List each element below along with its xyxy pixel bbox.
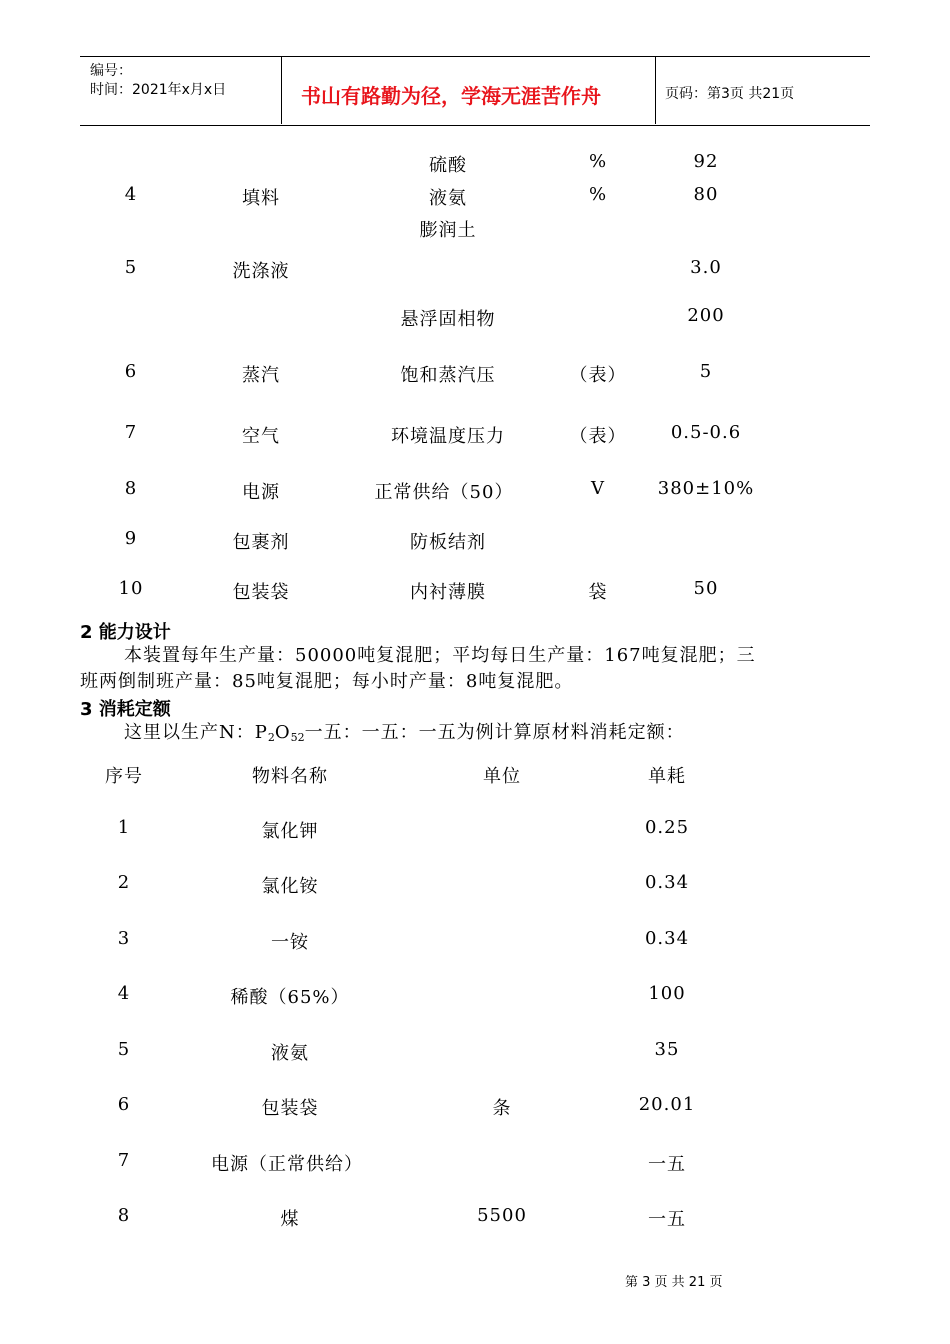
table-cell-unit: 5500 [477,1205,527,1226]
column-header-unit: 单位 [483,766,521,787]
header-divider [281,56,282,124]
table-cell-unit: % [588,151,608,172]
table-cell-name: 洗涤液 [232,261,290,282]
table-cell-unit: V [591,478,605,499]
table-cell-item: 膨润土 [419,220,477,241]
table-cell-unit: 袋 [588,582,608,603]
header-divider [655,56,656,124]
table-cell-name: 填料 [242,188,280,209]
table-cell-name: 电源（正常供给） [211,1154,363,1175]
table-cell-value: 380±10% [657,478,755,499]
table-cell-unit: （表） [569,426,627,447]
section-intro [124,720,685,751]
table-cell-item: 饱和蒸汽压 [400,365,496,386]
table-cell-name: 空气 [242,426,280,447]
table-cell-name: 氯化钾 [261,821,319,842]
table-cell-item: 液氨 [429,188,467,209]
intro-text: 这里以生产N：P [124,722,268,743]
table-cell-value: 35 [654,1039,680,1060]
table-cell-unit: （表） [569,365,627,386]
table-cell-index: 6 [117,1094,131,1115]
table-cell-index: 7 [117,1150,131,1171]
section-heading: 2 能力设计 [80,622,171,643]
table-cell-name: 包裹剂 [232,532,290,553]
table-cell-unit: 条 [492,1098,512,1119]
doc-number-label: 编号： [90,63,132,79]
table-cell-item: 悬浮固相物 [400,309,496,330]
paragraph-line: 本装置每年生产量：50000吨复混肥；平均每日生产量：167吨复混肥；三 [124,645,756,666]
table-cell-value: 20.01 [638,1094,696,1115]
table-cell-name: 稀酸（65%） [230,987,350,1008]
table-cell-item: 防板结剂 [410,532,486,553]
table-cell-item: 正常供给（50） [374,482,514,503]
table-cell-value: 0.34 [644,928,690,949]
intro-text: O [274,722,291,743]
section-heading: 3 消耗定额 [80,699,171,720]
table-cell-index: 1 [117,817,131,838]
table-cell-value: 3.0 [690,257,722,278]
table-cell-index: 5 [124,257,138,278]
column-header-name: 物料名称 [252,766,328,787]
table-cell-unit: % [588,184,608,205]
table-cell-index: 2 [117,872,131,893]
table-cell-index: 9 [124,528,138,549]
table-cell-name: 氯化铵 [261,876,319,897]
table-cell-item: 硫酸 [429,155,467,176]
table-cell-value: 50 [693,578,719,599]
table-cell-index: 7 [124,422,138,443]
column-header-index: 序号 [105,766,143,787]
table-cell-index: 4 [117,983,131,1004]
table-cell-value: 0.5-0.6 [670,422,742,443]
table-cell-value: 一五 [648,1154,686,1175]
table-cell-index: 8 [117,1205,131,1226]
table-cell-value: 0.34 [644,872,690,893]
table-cell-name: 煤 [280,1209,300,1230]
table-cell-index: 8 [124,478,138,499]
doc-time-label: 时间：2021年x月x日 [90,82,227,98]
table-cell-name: 液氨 [271,1043,309,1064]
table-cell-name: 包装袋 [261,1098,319,1119]
table-cell-item: 内衬薄膜 [410,582,486,603]
table-cell-index: 5 [117,1039,131,1060]
paragraph-line: 班两倒制班产量：85吨复混肥；每小时产量：8吨复混肥。 [80,671,574,692]
intro-subscript: 52 [290,731,305,744]
table-cell-name: 电源 [242,482,280,503]
table-cell-name: 包装袋 [232,582,290,603]
table-cell-name: 蒸汽 [242,365,280,386]
table-cell-index: 10 [118,578,144,599]
table-cell-index: 3 [117,928,131,949]
intro-subscript: 2 [267,731,275,744]
column-header-value: 单耗 [648,766,686,787]
page-footer: 第 3 页 共 21 页 [625,1275,723,1290]
table-cell-index: 6 [124,361,138,382]
table-cell-value: 0.25 [644,817,690,838]
table-cell-index: 4 [124,184,138,205]
header-page-label: 页码：第3页 共21页 [665,86,795,102]
intro-text: 一五：一五：一五为例计算原材料消耗定额： [304,722,685,743]
table-cell-value: 一五 [648,1209,686,1230]
table-cell-name: 一铵 [271,932,309,953]
table-cell-value: 5 [699,361,713,382]
table-cell-value: 92 [693,151,719,172]
table-cell-value: 80 [693,184,719,205]
table-cell-item: 环境温度压力 [391,426,505,447]
header-motto: 书山有路勤为径，学海无涯苦作舟 [301,84,601,108]
table-cell-value: 100 [648,983,686,1004]
table-cell-value: 200 [687,305,725,326]
